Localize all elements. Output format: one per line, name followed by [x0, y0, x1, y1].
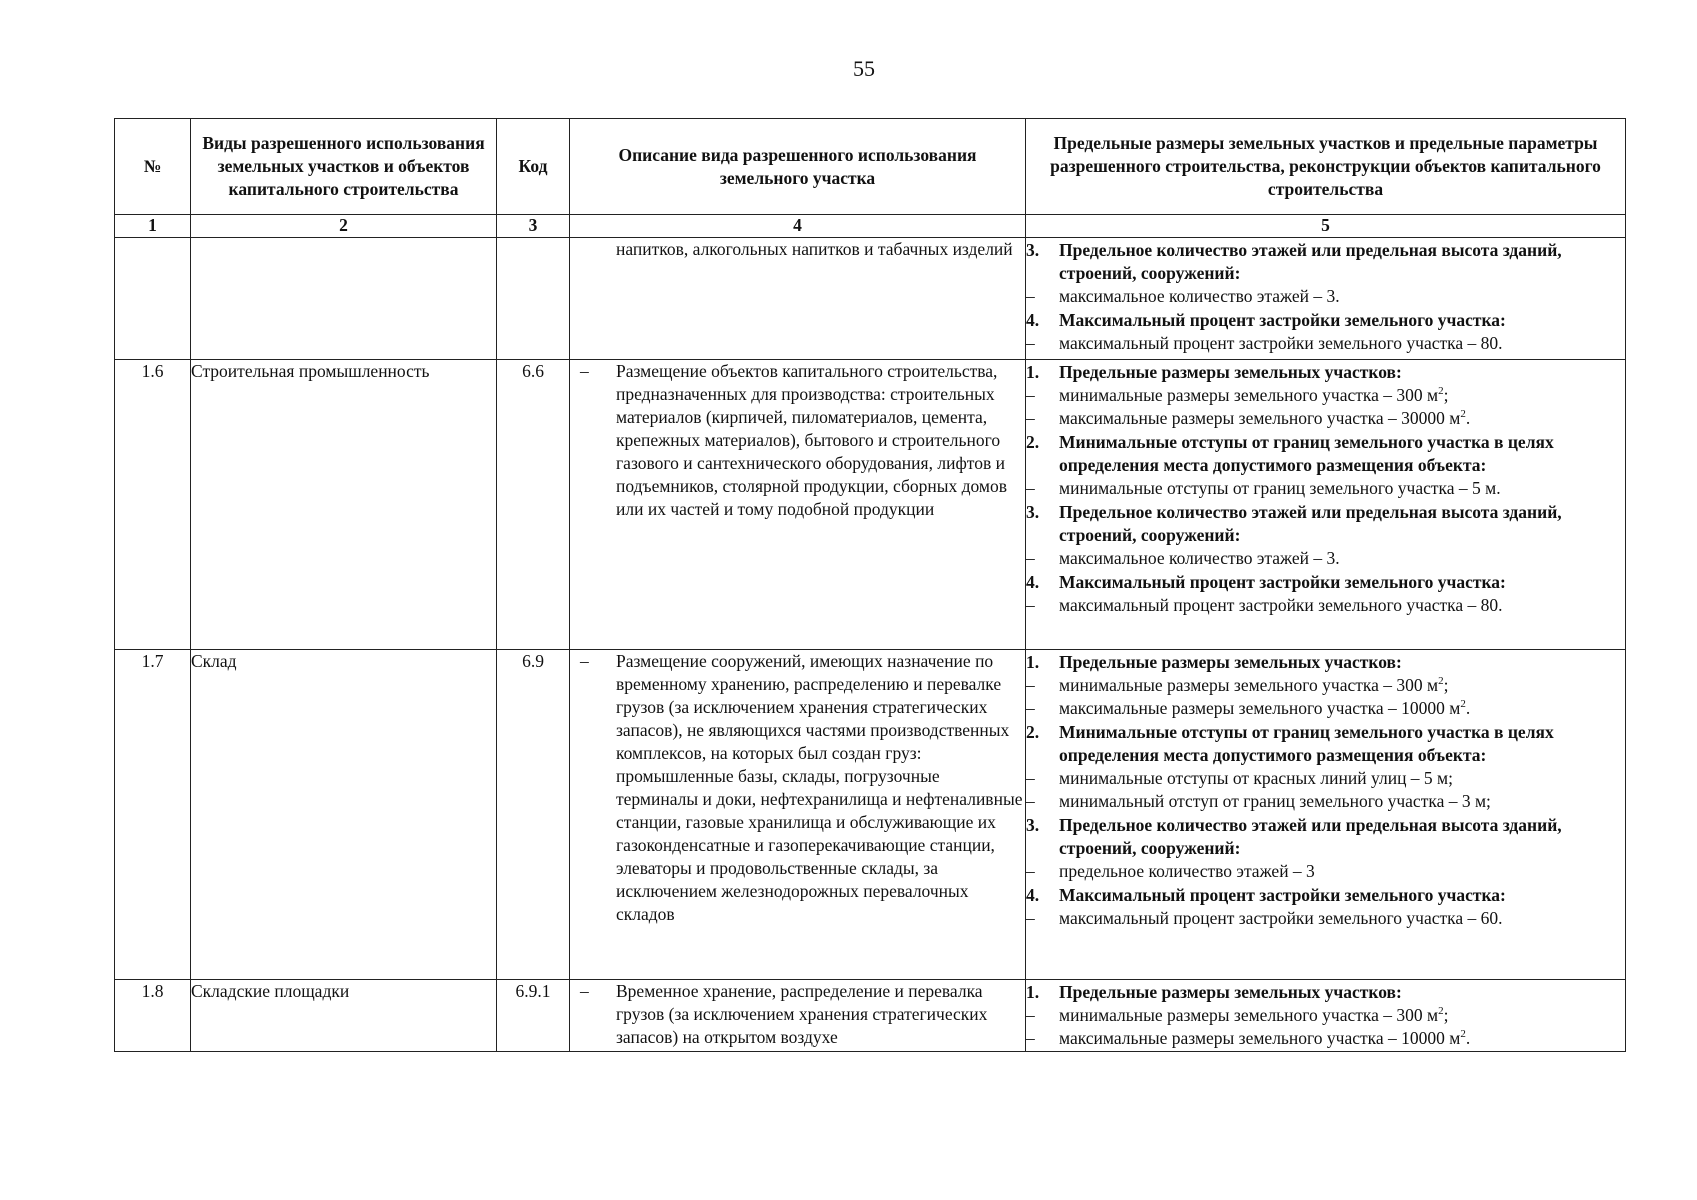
use-type-name: Складские площадки	[191, 980, 497, 1052]
limit-heading	[1026, 309, 1625, 332]
limit-marker: 4.	[1026, 310, 1040, 330]
limit-marker: –	[1026, 548, 1035, 568]
header-code: Код	[497, 119, 570, 215]
limit-text-wrap	[1059, 1004, 1625, 1027]
limit-heading	[1026, 814, 1625, 860]
limit-text: максимальное количество этажей – 3.	[1059, 286, 1340, 306]
limit-marker: –	[1026, 1028, 1035, 1048]
limit-text-wrap	[1059, 651, 1625, 674]
limit-text-wrap	[1059, 860, 1625, 883]
row-number	[115, 238, 191, 360]
limit-marker: –	[1026, 408, 1035, 428]
limit-text: Предельное количество этажей или предельная высота зданий, строений, сооружений:	[1059, 502, 1562, 545]
limit-value	[1026, 674, 1625, 697]
limit-text: минимальные отступы от границ земельного участка – 5 м.	[1059, 478, 1501, 498]
limit-text-wrap	[1059, 239, 1625, 285]
use-type-description	[570, 360, 1026, 650]
limit-value	[1026, 477, 1625, 500]
limit-heading	[1026, 884, 1625, 907]
limit-punctuation: ;	[1443, 385, 1449, 405]
limit-text-wrap	[1059, 332, 1625, 355]
limit-marker: –	[1026, 333, 1035, 353]
limit-text-wrap	[1059, 384, 1625, 407]
dash-marker: –	[580, 361, 589, 381]
limit-text-wrap	[1059, 907, 1625, 930]
limits-cell	[1026, 238, 1626, 360]
use-type-code: 6.6	[497, 360, 570, 650]
limit-text: максимальный процент застройки земельного участка – 80.	[1059, 333, 1503, 353]
use-type-name	[191, 238, 497, 360]
limit-value	[1026, 285, 1625, 308]
limit-marker: 3.	[1026, 815, 1040, 835]
limit-text: минимальные размеры земельного участка – 300 м	[1059, 385, 1439, 405]
limit-marker: –	[1026, 595, 1035, 615]
limit-marker: –	[1026, 768, 1035, 788]
limit-text: предельное количество этажей – 3	[1059, 861, 1315, 881]
page-number: 55	[853, 56, 875, 81]
limit-heading	[1026, 571, 1625, 594]
limit-text: минимальный отступ от границ земельного участка – 3 м;	[1059, 791, 1491, 811]
use-type-description	[570, 980, 1026, 1052]
header-row	[115, 119, 1626, 215]
limit-value	[1026, 1004, 1625, 1027]
limit-marker: 1.	[1026, 652, 1040, 672]
column-number: 4	[570, 215, 1026, 238]
use-type-name: Строительная промышленность	[191, 360, 497, 650]
limit-marker: –	[1026, 908, 1035, 928]
limit-value	[1026, 697, 1625, 720]
row-number: 1.8	[115, 980, 191, 1052]
limit-text-wrap	[1059, 767, 1625, 790]
limits-cell	[1026, 980, 1626, 1052]
limit-text: максимальный процент застройки земельного участка – 60.	[1059, 908, 1503, 928]
limit-text: Предельное количество этажей или предельная высота зданий, строений, сооружений:	[1059, 240, 1562, 283]
limit-marker: 4.	[1026, 885, 1040, 905]
limit-punctuation: .	[1465, 408, 1471, 428]
limit-text: максимальные размеры земельного участка – 10000 м	[1059, 698, 1461, 718]
limit-marker: 2.	[1026, 722, 1040, 742]
limit-text: Минимальные отступы от границ земельного участка в целях определения места допустимого размещения объекта:	[1059, 432, 1554, 475]
limit-marker: –	[1026, 286, 1035, 306]
use-type-code: 6.9.1	[497, 980, 570, 1052]
limit-heading	[1026, 981, 1625, 1004]
limit-value	[1026, 790, 1625, 813]
limit-text: максимальные размеры земельного участка – 30000 м	[1059, 408, 1461, 428]
superscript: 2	[1460, 1028, 1466, 1041]
use-type-description	[570, 650, 1026, 980]
limit-text-wrap	[1059, 477, 1625, 500]
limit-marker: 4.	[1026, 572, 1040, 592]
limit-text-wrap	[1059, 1027, 1625, 1050]
use-type-name: Склад	[191, 650, 497, 980]
use-type-description	[570, 238, 1026, 360]
column-number: 5	[1026, 215, 1626, 238]
limit-value	[1026, 860, 1625, 883]
limit-marker: –	[1026, 861, 1035, 881]
limit-heading	[1026, 361, 1625, 384]
limit-text-wrap	[1059, 884, 1625, 907]
limit-marker: 2.	[1026, 432, 1040, 452]
dash-marker: –	[580, 651, 589, 671]
limit-punctuation: ;	[1443, 1005, 1449, 1025]
limit-text: Предельные размеры земельных участков:	[1059, 652, 1402, 672]
limit-text: максимальный процент застройки земельного участка – 80.	[1059, 595, 1503, 615]
table-row	[115, 360, 1626, 650]
limit-text: Предельные размеры земельных участков:	[1059, 982, 1402, 1002]
limit-marker: 3.	[1026, 240, 1040, 260]
limit-text-wrap	[1059, 697, 1625, 720]
limit-text-wrap	[1059, 501, 1625, 547]
limit-value	[1026, 407, 1625, 430]
limit-text-wrap	[1059, 814, 1625, 860]
limit-value	[1026, 594, 1625, 617]
limit-text-wrap	[1059, 594, 1625, 617]
limits-cell	[1026, 360, 1626, 650]
description-text: Временное хранение, распределение и перевалка грузов (за исключением хранения стратегических запасов) на открытом воздухе	[616, 981, 988, 1047]
limit-text-wrap	[1059, 571, 1625, 594]
description-text: Размещение объектов капитального строительства, предназначенных для производства: строительных материалов (кирпичей, пиломатериалов, цемента, крепежных материалов), бытового и строительного газового и сантехнического оборудования, лифтов и подъемников, столярной продукции, сборных домов или их частей и тому подобной продукции	[616, 361, 1008, 519]
dash-marker	[570, 238, 616, 261]
superscript: 2	[1438, 1005, 1444, 1018]
limit-text-wrap	[1059, 790, 1625, 813]
use-type-code	[497, 238, 570, 360]
limit-text: максимальное количество этажей – 3.	[1059, 548, 1340, 568]
limit-marker: –	[1026, 1005, 1035, 1025]
limit-heading	[1026, 239, 1625, 285]
limit-marker: 1.	[1026, 982, 1040, 1002]
limit-marker: –	[1026, 478, 1035, 498]
limit-heading	[1026, 431, 1625, 477]
limit-text: Минимальные отступы от границ земельного участка в целях определения места допустимого размещения объекта:	[1059, 722, 1554, 765]
superscript: 2	[1438, 675, 1444, 688]
limit-text-wrap	[1059, 431, 1625, 477]
limit-value	[1026, 907, 1625, 930]
limit-text: Предельное количество этажей или предельная высота зданий, строений, сооружений:	[1059, 815, 1562, 858]
description-text: Размещение сооружений, имеющих назначение по временному хранению, распределению и перевалке грузов (за исключением хранения стратегических запасов), не являющихся частями производственных комплексов, на которых был создан груз: промышленные базы, склады, погрузочные терминалы и доки, нефтехранилища и нефтеналивные станции, газовые хранилища и обслуживающие их газоконденсатные и газоперекачивающие станции, элеваторы и продовольственные склады, за исключением железнодорожных перевалочных складов	[616, 651, 1023, 924]
table-row	[115, 980, 1626, 1052]
limit-text-wrap	[1059, 361, 1625, 384]
limit-text: минимальные размеры земельного участка – 300 м	[1059, 675, 1439, 695]
limit-value	[1026, 384, 1625, 407]
superscript: 2	[1460, 698, 1466, 711]
limit-text-wrap	[1059, 547, 1625, 570]
limit-text: Предельные размеры земельных участков:	[1059, 362, 1402, 382]
limit-text-wrap	[1059, 407, 1625, 430]
table-row	[115, 238, 1626, 360]
superscript: 2	[1460, 408, 1466, 421]
limit-text: Максимальный процент застройки земельного участка:	[1059, 310, 1506, 330]
limit-heading	[1026, 651, 1625, 674]
row-number: 1.7	[115, 650, 191, 980]
limit-text: максимальные размеры земельного участка – 10000 м	[1059, 1028, 1461, 1048]
column-number: 2	[191, 215, 497, 238]
limit-punctuation: .	[1465, 698, 1471, 718]
use-type-code: 6.9	[497, 650, 570, 980]
column-number: 1	[115, 215, 191, 238]
limit-punctuation: .	[1465, 1028, 1471, 1048]
limit-text: Максимальный процент застройки земельного участка:	[1059, 885, 1506, 905]
header-name: Виды разрешенного использования земельных участков и объектов капитального строительства	[191, 119, 497, 215]
header-num: №	[115, 119, 191, 215]
limit-marker: 3.	[1026, 502, 1040, 522]
limit-value	[1026, 1027, 1625, 1050]
limit-marker: –	[1026, 675, 1035, 695]
limit-text-wrap	[1059, 674, 1625, 697]
limit-text: минимальные отступы от красных линий улиц – 5 м;	[1059, 768, 1453, 788]
limits-cell	[1026, 650, 1626, 980]
limit-value	[1026, 767, 1625, 790]
limit-marker: –	[1026, 385, 1035, 405]
limit-marker: 1.	[1026, 362, 1040, 382]
limit-value	[1026, 547, 1625, 570]
header-desc: Описание вида разрешенного использования земельного участка	[570, 119, 1026, 215]
limit-text: Максимальный процент застройки земельного участка:	[1059, 572, 1506, 592]
limit-text-wrap	[1059, 981, 1625, 1004]
dash-marker: –	[580, 981, 589, 1001]
limit-punctuation: ;	[1443, 675, 1449, 695]
limit-text-wrap	[1059, 309, 1625, 332]
table-row	[115, 650, 1626, 980]
description-text: напитков, алкогольных напитков и табачных изделий	[616, 239, 1013, 259]
header-limits: Предельные размеры земельных участков и предельные параметры разрешенного строительства, реконструкции объектов капитального строительства	[1026, 119, 1626, 215]
limit-text: минимальные размеры земельного участка – 300 м	[1059, 1005, 1439, 1025]
limit-heading	[1026, 721, 1625, 767]
land-use-regulations-table	[114, 118, 1626, 1052]
limit-marker: –	[1026, 698, 1035, 718]
superscript: 2	[1438, 385, 1444, 398]
limit-text-wrap	[1059, 721, 1625, 767]
column-number: 3	[497, 215, 570, 238]
column-number-row	[115, 215, 1626, 238]
limit-value	[1026, 332, 1625, 355]
limit-marker: –	[1026, 791, 1035, 811]
limit-text-wrap	[1059, 285, 1625, 308]
row-number: 1.6	[115, 360, 191, 650]
limit-heading	[1026, 501, 1625, 547]
